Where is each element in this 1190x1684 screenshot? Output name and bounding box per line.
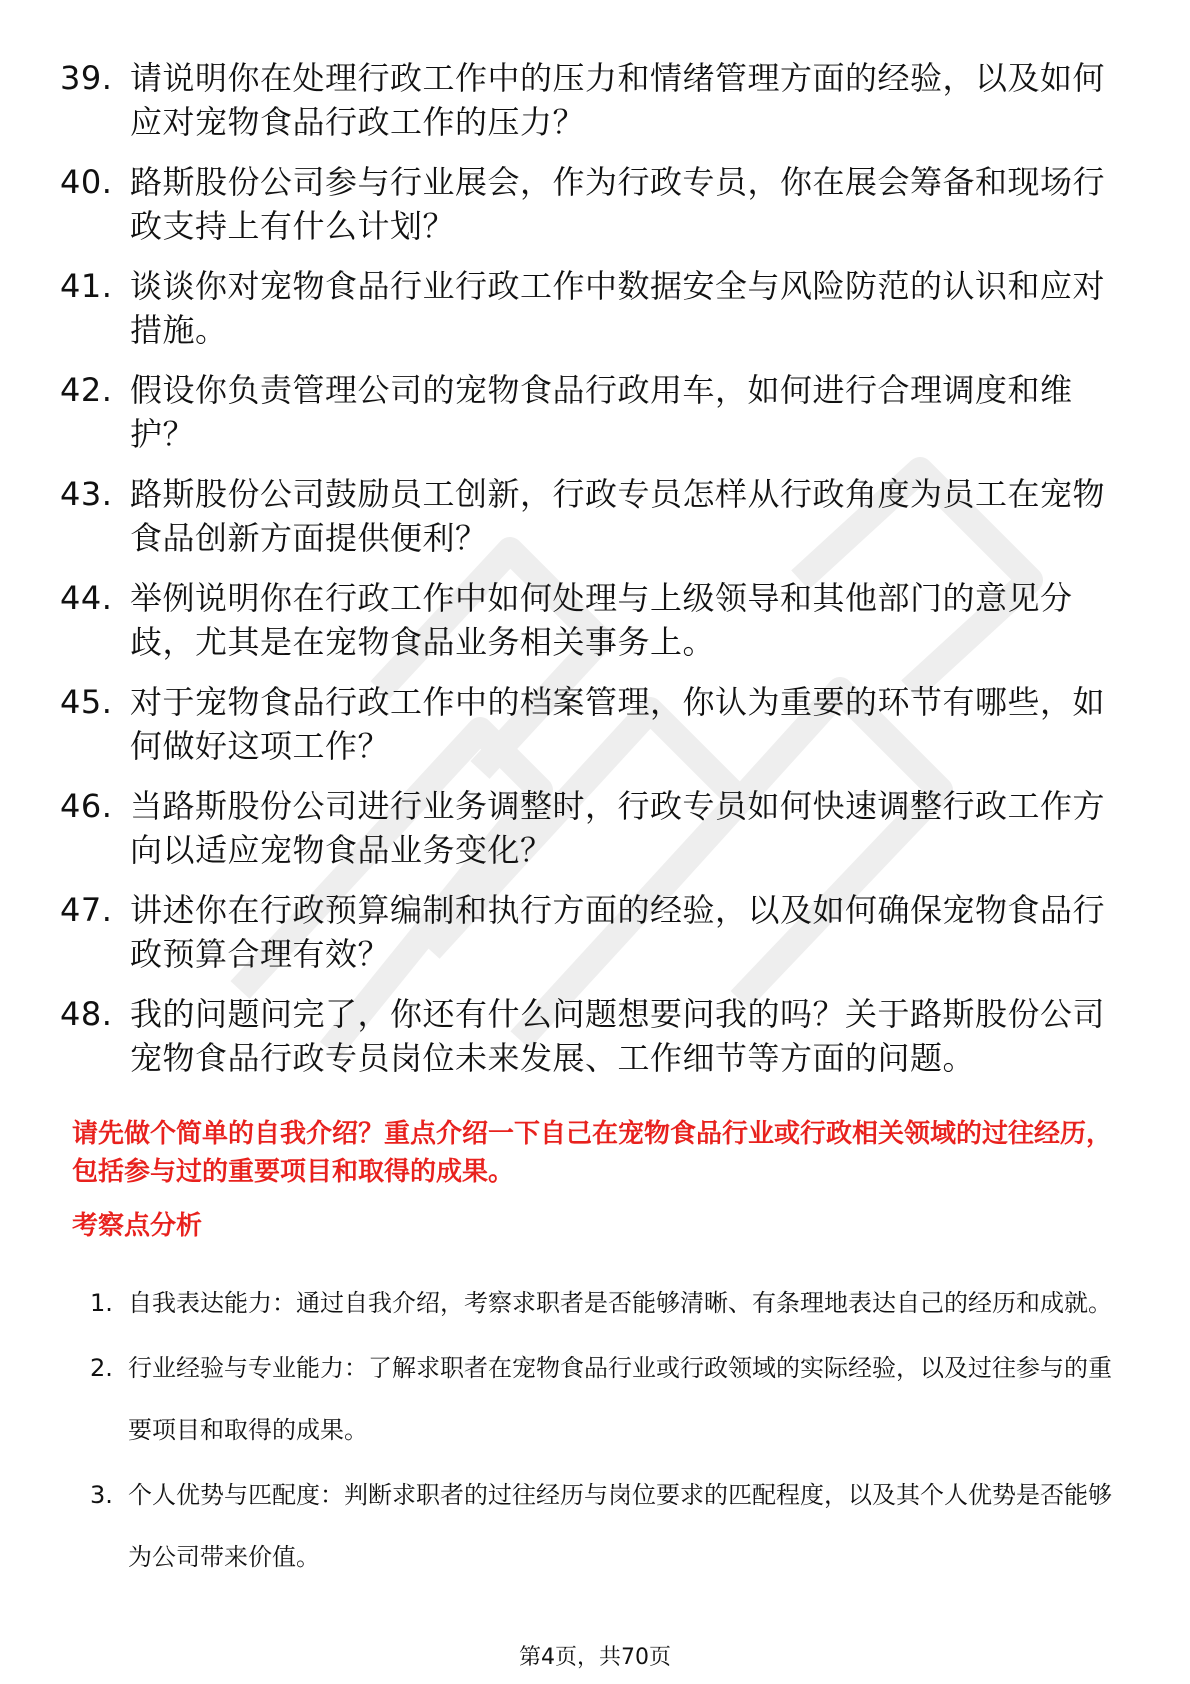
analysis-item [90, 1464, 1130, 1588]
question-item [60, 472, 1120, 560]
analysis-item [90, 1272, 1130, 1334]
question-item [60, 264, 1120, 352]
analysis-list [90, 1272, 1130, 1591]
question-text: 对于宠物食品行政工作中的档案管理，你认为重要的环节有哪些，如何做好这项工作？ [130, 683, 1106, 765]
analysis-number: 2. [90, 1354, 113, 1382]
analysis-text: 个人优势与匹配度：判断求职者的过往经历与岗位要求的匹配程度，以及其个人优势是否能够为公司带来价值。 [128, 1481, 1112, 1571]
question-number: 46. [60, 787, 113, 825]
question-item [60, 160, 1120, 248]
question-text: 举例说明你在行政工作中如何处理与上级领导和其他部门的意见分歧，尤其是在宠物食品业务相关事务上。 [130, 579, 1073, 661]
question-text: 讲述你在行政预算编制和执行方面的经验，以及如何确保宠物食品行政预算合理有效？ [130, 891, 1106, 973]
question-list [60, 56, 1120, 1096]
page-footer: 第4页，共70页 [519, 1645, 671, 1670]
question-number: 41. [60, 267, 113, 305]
question-item [60, 888, 1120, 976]
analysis-text: 行业经验与专业能力：了解求职者在宠物食品行业或行政领域的实际经验，以及过往参与的重要项目和取得的成果。 [128, 1354, 1112, 1444]
question-item [60, 992, 1120, 1080]
section-title: 考察点分析 [72, 1211, 203, 1241]
question-item [60, 56, 1120, 144]
question-item [60, 680, 1120, 768]
question-text: 假设你负责管理公司的宠物食品行政用车，如何进行合理调度和维护？ [130, 371, 1073, 453]
question-number: 43. [60, 475, 113, 513]
question-number: 47. [60, 891, 113, 929]
question-number: 40. [60, 163, 113, 201]
analysis-item [90, 1337, 1130, 1461]
question-text: 路斯股份公司参与行业展会，作为行政专员，你在展会筹备和现场行政支持上有什么计划？ [130, 163, 1106, 245]
question-number: 39. [60, 59, 113, 97]
question-item [60, 784, 1120, 872]
analysis-number: 3. [90, 1481, 113, 1509]
question-text: 我的问题问完了，你还有什么问题想要问我的吗？关于路斯股份公司宠物食品行政专员岗位未来发展、工作细节等方面的问题。 [130, 995, 1106, 1077]
question-item [60, 368, 1120, 456]
question-number: 45. [60, 683, 113, 721]
question-text: 当路斯股份公司进行业务调整时，行政专员如何快速调整行政工作方向以适应宠物食品业务变化？ [130, 787, 1106, 869]
highlight-question: 请先做个简单的自我介绍？重点介绍一下自己在宠物食品行业或行政相关领域的过往经历，包括参与过的重要项目和取得的成果。 [72, 1119, 1113, 1187]
analysis-text: 自我表达能力：通过自我介绍，考察求职者是否能够清晰、有条理地表达自己的经历和成就。 [128, 1289, 1112, 1317]
question-text: 请说明你在处理行政工作中的压力和情绪管理方面的经验，以及如何应对宠物食品行政工作的压力？ [130, 59, 1106, 141]
question-number: 48. [60, 995, 113, 1033]
question-text: 谈谈你对宠物食品行业行政工作中数据安全与风险防范的认识和应对措施。 [130, 267, 1106, 349]
question-number: 42. [60, 371, 113, 409]
question-text: 路斯股份公司鼓励员工创新，行政专员怎样从行政角度为员工在宠物食品创新方面提供便利？ [130, 475, 1106, 557]
analysis-number: 1. [90, 1289, 113, 1317]
question-number: 44. [60, 579, 113, 617]
question-item [60, 576, 1120, 664]
